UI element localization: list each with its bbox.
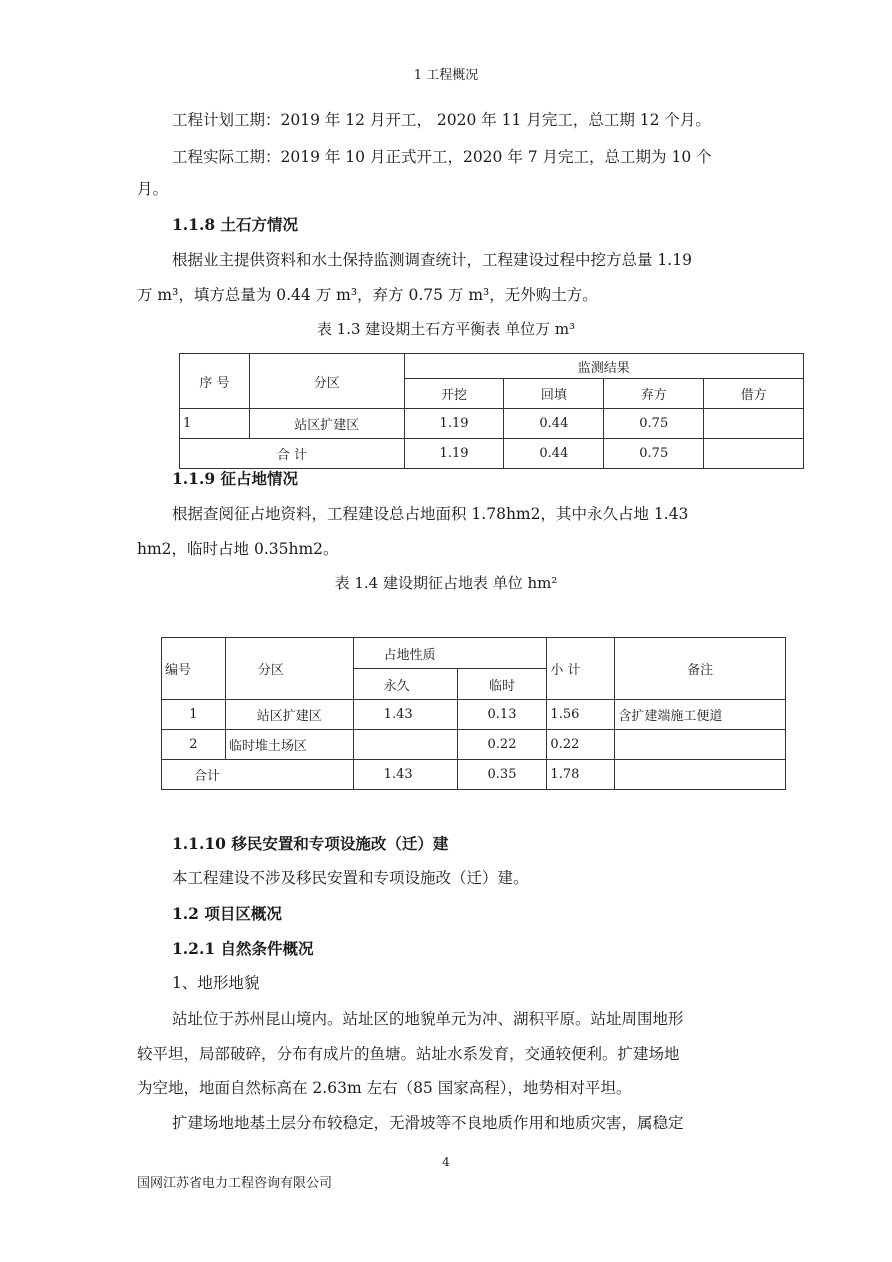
paragraph-landform-title: 1、地形地貌	[172, 974, 260, 992]
cell-waste: 0.75	[604, 409, 704, 439]
header-zone: 分区	[249, 354, 404, 409]
paragraph-actual-period-line1: 工程实际工期：2019 年 10 月正式开工，2020 年 7 月完工，总工期为 10 个	[172, 148, 712, 166]
cell-permanent	[353, 730, 457, 760]
header-no: 编号	[162, 638, 226, 700]
paragraph-land-line1: 根据查阅征占地资料，工程建设总占地面积 1.78hm2，其中永久占地 1.43	[172, 505, 689, 523]
table-row	[180, 409, 804, 439]
cell-seq: 1	[180, 409, 250, 439]
header-remarks: 备注	[615, 638, 786, 700]
cell-remarks	[615, 730, 786, 760]
cell-total-label: 合 计	[180, 439, 405, 469]
table-1-4-caption: 表 1.4 建设期征占地表 单位 hm²	[334, 574, 558, 592]
header-monitoring-result: 监测结果	[404, 354, 803, 379]
header-subtotal: 小 计	[547, 638, 615, 700]
cell-permanent: 1.43	[353, 700, 457, 730]
cell-zone: 临时堆土场区	[225, 730, 353, 760]
table-row-total	[180, 439, 804, 469]
cell-remarks: 含扩建端施工便道	[615, 700, 786, 730]
header-backfill: 回填	[504, 379, 604, 409]
paragraph-actual-period-line2: 月。	[137, 180, 169, 198]
cell-total-waste: 0.75	[604, 439, 704, 469]
cell-borrow	[704, 409, 804, 439]
table-row	[162, 730, 786, 760]
cell-total-remarks	[615, 760, 786, 790]
cell-backfill: 0.44	[504, 409, 604, 439]
cell-total-temporary: 0.35	[457, 760, 547, 790]
table-row-total	[162, 760, 786, 790]
header-excavation: 开挖	[404, 379, 504, 409]
cell-total-excavation: 1.19	[404, 439, 504, 469]
page-number: 4	[442, 1155, 450, 1169]
cell-no: 1	[162, 700, 226, 730]
paragraph-resettlement: 本工程建设不涉及移民安置和专项设施改（迁）建。	[172, 869, 529, 887]
paragraph-site-line2: 较平坦，局部破碎，分布有成片的鱼塘。站址水系发育，交通较便利。扩建场地	[137, 1045, 680, 1063]
cell-subtotal: 1.56	[547, 700, 615, 730]
cell-temporary: 0.22	[457, 730, 547, 760]
heading-1-2-1: 1.2.1 自然条件概况	[172, 939, 314, 958]
cell-zone: 站区扩建区	[249, 409, 404, 439]
table-row	[162, 700, 786, 730]
header-permanent: 永久	[353, 669, 457, 700]
heading-1-1-10: 1.1.10 移民安置和专项设施改（迁）建	[172, 834, 449, 853]
paragraph-earthwork-line1: 根据业主提供资料和水土保持监测调查统计，工程建设过程中挖方总量 1.19	[172, 251, 692, 269]
paragraph-earthwork-line2: 万 m³，填方总量为 0.44 万 m³，弃方 0.75 万 m³，无外购土方。	[137, 286, 598, 304]
header-seq: 序 号	[180, 354, 250, 409]
paragraph-land-line2: hm2，临时占地 0.35hm2。	[137, 540, 339, 558]
cell-zone: 站区扩建区	[225, 700, 353, 730]
header-temporary: 临时	[457, 669, 547, 700]
header-waste: 弃方	[604, 379, 704, 409]
paragraph-site-line1: 站址位于苏州昆山境内。站址区的地貌单元为冲、湖积平原。站址周围地形	[172, 1010, 684, 1028]
cell-total-subtotal: 1.78	[547, 760, 615, 790]
cell-total-backfill: 0.44	[504, 439, 604, 469]
earthwork-balance-table	[179, 353, 804, 469]
table-1-3-caption: 表 1.3 建设期土石方平衡表 单位万 m³	[316, 320, 576, 338]
land-occupation-table	[161, 637, 786, 790]
heading-1-2: 1.2 项目区概况	[172, 904, 282, 923]
cell-subtotal: 0.22	[547, 730, 615, 760]
cell-total-permanent: 1.43	[353, 760, 457, 790]
header-borrow: 借方	[704, 379, 804, 409]
cell-excavation: 1.19	[404, 409, 504, 439]
heading-1-1-8: 1.1.8 土石方情况	[172, 215, 299, 234]
footer-company: 国网江苏省电力工程咨询有限公司	[137, 1176, 333, 1191]
header-zone: 分区	[225, 638, 353, 700]
paragraph-site-line3: 为空地，地面自然标高在 2.63m 左右（85 国家高程），地势相对平坦。	[137, 1079, 632, 1097]
heading-1-1-9: 1.1.9 征占地情况	[172, 469, 299, 488]
cell-temporary: 0.13	[457, 700, 547, 730]
paragraph-planned-period: 工程计划工期：2019 年 12 月开工， 2020 年 11 月完工，总工期 12 个月。	[172, 111, 711, 129]
cell-no: 2	[162, 730, 226, 760]
cell-total-borrow	[704, 439, 804, 469]
cell-total-label: 合计	[162, 760, 354, 790]
paragraph-geology-line1: 扩建场地地基土层分布较稳定，无滑坡等不良地质作用和地质灾害，属稳定	[172, 1114, 684, 1132]
running-header: 1 工程概况	[413, 68, 479, 83]
header-land-nature: 占地性质	[353, 638, 547, 669]
